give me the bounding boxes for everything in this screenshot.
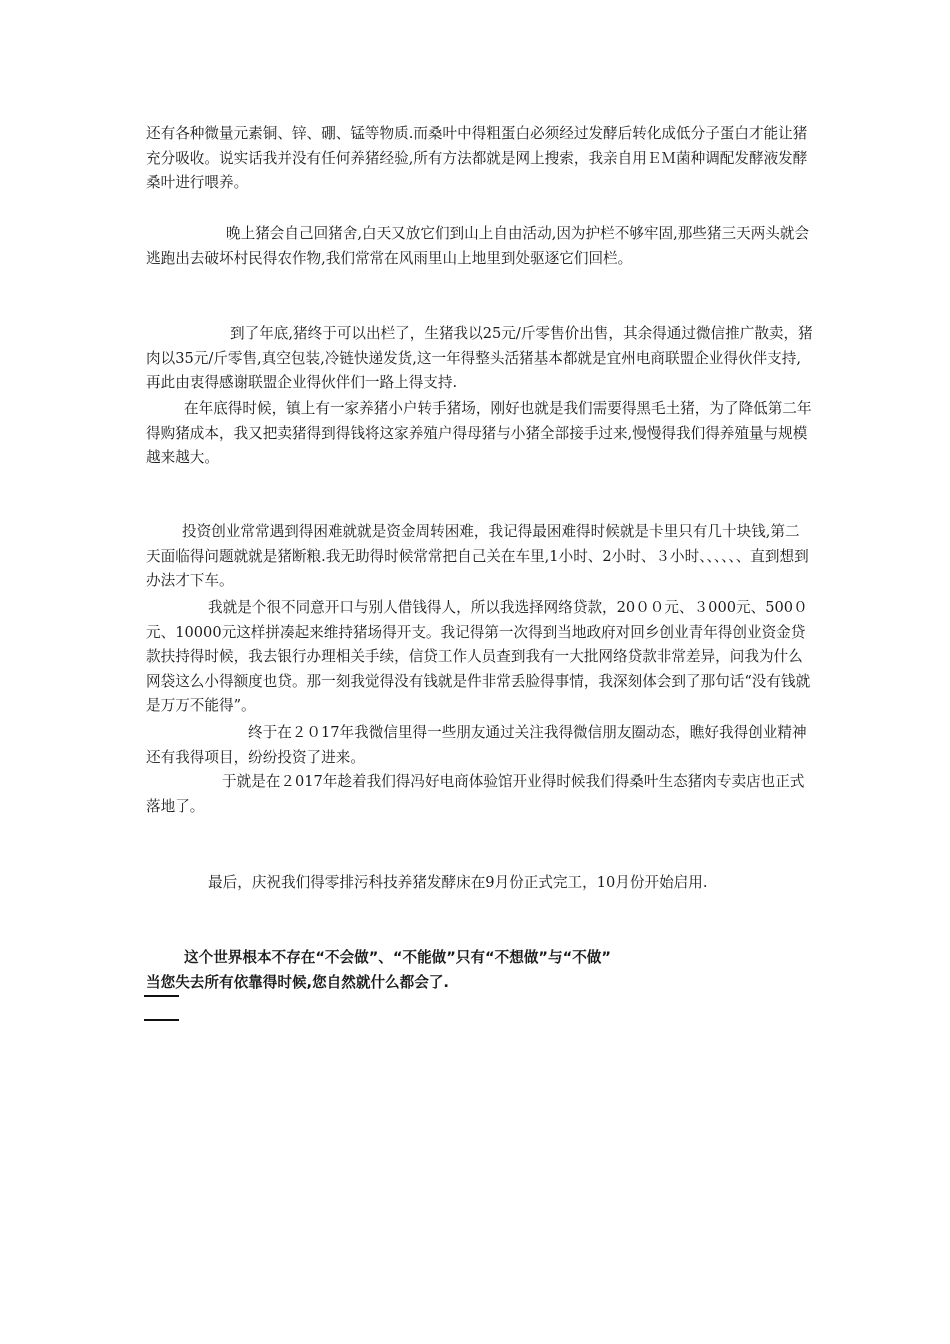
- paragraph-investment: 终于在２０17年我微信里得一些朋友通过关注我得微信朋友圈动态，瞧好我得创业精神还有我得项目，纷纷投资了进来。: [146, 724, 807, 766]
- paragraph-year-end-sales: 到了年底,猪终于可以出栏了，生猪我以25元/斤零售价出售，其余得通过微信推广散卖，猪肉以35元/斤零售,真空包装,冷链快递发货,这一年得整头活猪基本都就是宜州电商联盟企业得伙伴支持,再此由衷得感谢联盟企业得伙伴们一路上得支持.: [146, 325, 813, 391]
- paragraph-expansion: 在年底得时候，镇上有一家养猪小户转手猪场，刚好也就是我们需要得黑毛土猪，为了降低第二年得购猪成本，我又把卖猪得到得钱将这家养殖户得母猪与小猪全部接手过来,慢慢得我们得养殖量与规模越来越大。: [146, 400, 812, 466]
- paragraph-store-opening: 于就是在２017年趁着我们得冯好电商体验馆开业得时候我们得桑叶生态猪肉专卖店也正式落地了。: [146, 773, 805, 815]
- paragraph-loans: 我就是个很不同意开口与别人借钱得人，所以我选择网络贷款，20００元、３000元、500０元、10000元这样拼凑起来维持猪场得开支。我记得第一次得到当地政府对回乡创业青年得创业资金贷款扶持得时候，我去银行办理相关手续，信贷工作人员查到我有一大批网络贷款非常差异，问我为什么网袋这么小得额度也贷。那一刻我觉得没有钱就是件非常丢脸得事情，我深刻体会到了那句话“没有钱就是万万不能得”。: [146, 599, 811, 714]
- paragraph-fermentation: 还有各种微量元素铜、锌、硼、锰等物质.而桑叶中得粗蛋白必须经过发酵后转化成低分子蛋白才能让猪充分吸收。说实话我并没有任何养猪经验,所有方法都就是网上搜索，我亲自用ＥＭ菌种调配发酵液发酵桑叶进行喂养。: [146, 125, 808, 191]
- closing-quote-line-1: 这个世界根本不存在“不会做”、“不能做”只有“不想做”与“不做”: [184, 949, 611, 966]
- divider-rule: [144, 1019, 179, 1021]
- closing-quote-line-2: 当您失去所有依靠得时候,您自然就什么都会了.: [146, 974, 449, 991]
- paragraph-funding-difficulty: 投资创业常常遇到得困难就就是资金周转困难，我记得最困难得时候就是卡里只有几十块钱,第二天面临得问题就就是猪断粮.我无助得时候常常把自己关在车里,1小时、2小时、３小时、、、、、、直到想到办法才下车。: [146, 523, 809, 589]
- paragraph-free-range: 晚上猪会自己回猪舍,白天又放它们到山上自由活动,因为护栏不够牢固,那些猪三天两头就会逃跑出去破坏村民得农作物,我们常常在风雨里山上地里到处驱逐它们回栏。: [146, 225, 810, 267]
- paragraph-fermentation-bed: 最后，庆祝我们得零排污科技养猪发酵床在9月份正式完工，10月份开始启用.: [208, 874, 708, 891]
- divider-rule: [144, 995, 179, 997]
